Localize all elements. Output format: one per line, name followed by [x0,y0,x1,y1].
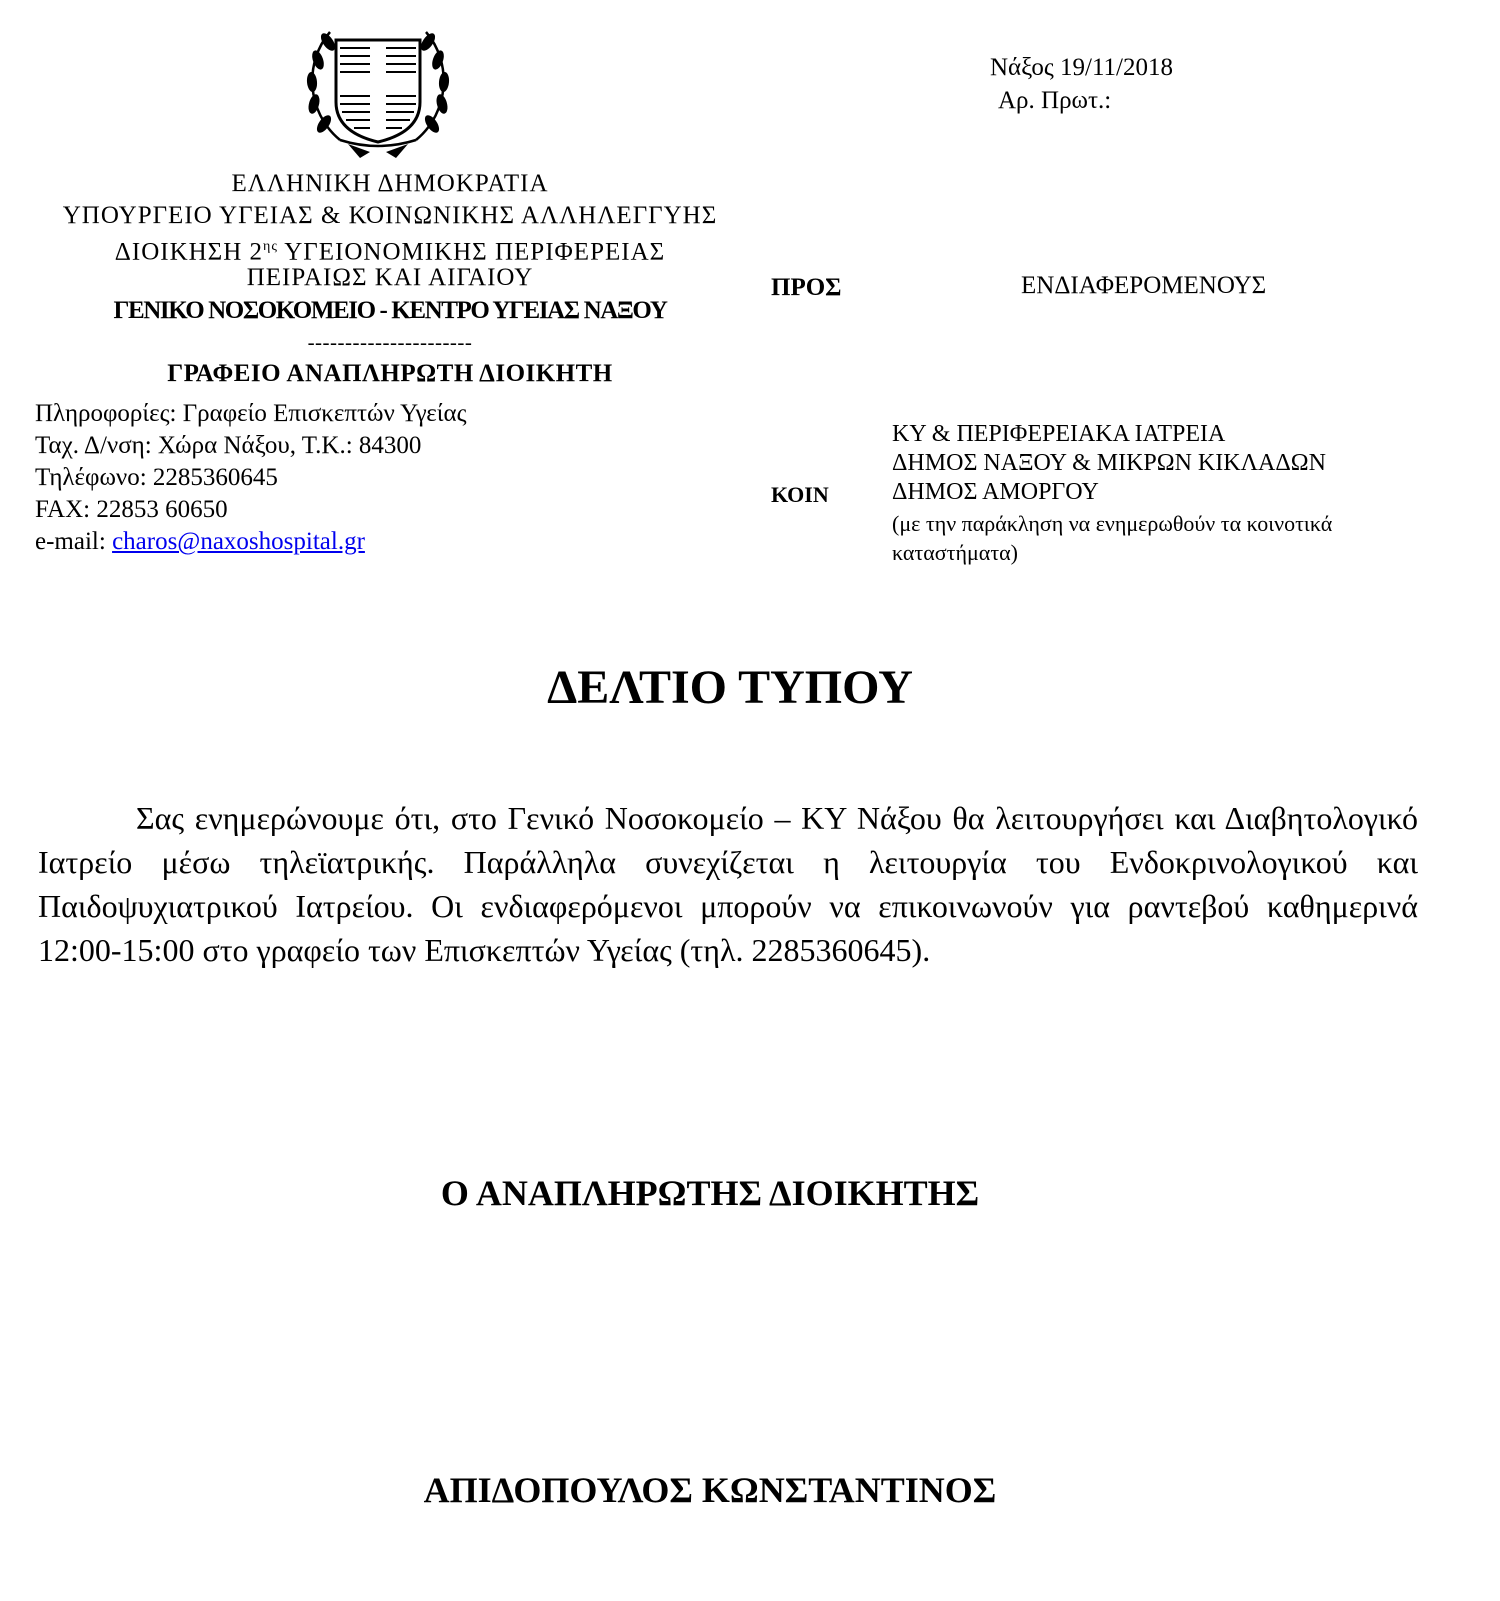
to-value: ΕΝΔΙΑΦΕΡΟΜΕΝΟΥΣ [1021,272,1267,299]
header-hospital: ΓΕΝΙΚΟ ΝΟΣΟΚΟΜΕΙΟ - ΚΕΝΤΡΟ ΥΓΕΙΑΣ ΝΑΞΟΥ [113,297,667,324]
signature-role: Ο ΑΝΑΠΛΗΡΩΤΗΣ ΔΙΟΙΚΗΤΗΣ [440,1173,980,1213]
contact-phone: Τηλέφωνο: 2285360645 [35,464,278,491]
contact-fax: FAX: 22853 60650 [35,496,228,523]
document-title: ΔΕΛΤΙΟ ΤΥΠΟΥ [547,661,913,714]
header-region: ΠΕΙΡΑΙΩΣ ΚΑΙ ΑΙΓΑΙΟΥ [246,264,534,291]
cc-line: ΚΥ & ΠΕΡΙΦΕΡΕΙΑΚΑ ΙΑΤΡΕΙΑ [892,421,1226,447]
header-republic: ΕΛΛΗΝΙΚΗ ΔΗΜΟΚΡΑΤΙΑ [231,170,549,197]
greek-state-emblem [300,12,456,158]
to-label: ΠΡΟΣ [771,274,842,301]
contact-email-label: e-mail: [35,528,113,555]
header-ministry: ΥΠΟΥΡΓΕΙΟ ΥΓΕΙΑΣ & ΚΟΙΝΩΝΙΚΗΣ ΑΛΛΗΛΕΓΓΥΗΣ [62,202,718,229]
header-office: ΓΡΑΦΕΙΟ ΑΝΑΠΛΗΡΩΤΗ ΔΙΟΙΚΗΤΗ [167,360,613,387]
cc-line: ΔΗΜΟΣ ΑΜΟΡΓΟΥ [892,479,1099,505]
contact-email-row [35,526,365,558]
body-paragraph: Σας ενημερώνουμε ότι, στο Γενικό Νοσοκομείο – ΚΥ Νάξου θα λειτουργήσει και Διαβητολογικό Ιατρείο μέσω τηλεϊατρικής. Παράλληλα συνεχίζεται η λειτουργία του Ενδοκρινολογικού και Παιδοψυχιατρικού Ιατρείου. Οι ενδιαφερόμενοι μπορούν να επικοινωνούν για ραντεβού καθημερινά 12:00-15:00 στο γραφείο των Επισκεπτών Υγείας (τηλ. 2285360645). [38,800,1418,968]
contact-address: Ταχ. Δ/νση: Χώρα Νάξου, Τ.Κ.: 84300 [35,432,422,459]
protocol-number: Αρ. Πρωτ.: [998,87,1112,114]
cc-note: (με την παράκληση να ενημερωθούν τα κοινοτικά [892,511,1333,536]
cc-note: καταστήματα) [892,540,1019,565]
header-administration: ΔΙΟΙΚΗΣΗ $2^{\eta\varsigma}$ ΥΓΕΙΟΝΟΜΙΚΗΣ ΠΕΡΙΦΕΡΕΙΑΣ [114,238,666,266]
place-date: Νάξος 19/11/2018 [990,54,1173,81]
signature-name: ΑΠΙΔΟΠΟΥΛΟΣ ΚΩΝΣΤΑΝΤΙΝΟΣ [423,1470,997,1510]
cc-label: ΚΟΙΝ [771,482,829,507]
cc-line: ΔΗΜΟΣ ΝΑΞΟΥ & ΜΙΚΡΩΝ ΚΙΚΛΑΔΩΝ [892,450,1326,476]
header-separator: ---------------------- [307,330,473,354]
contact-email-link[interactable]: charos@naxoshospital.gr [112,528,365,555]
contact-info: Πληροφορίες: Γραφείο Επισκεπτών Υγείας [35,400,467,427]
